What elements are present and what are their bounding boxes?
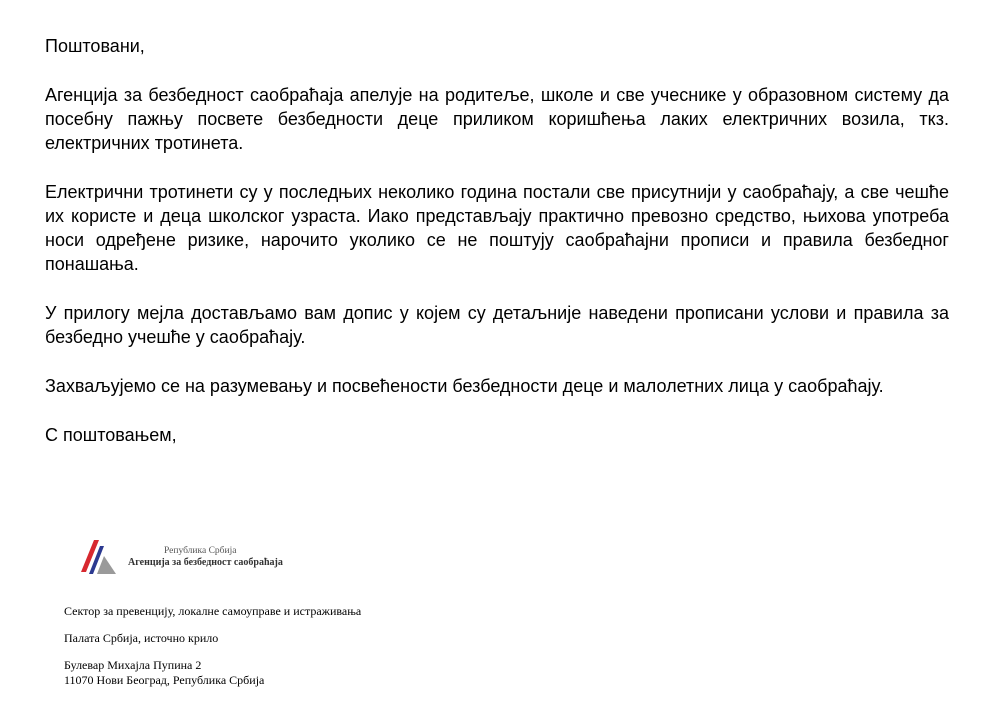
logo-country: Република Србија (164, 546, 237, 556)
signature-street: Булевар Михајла Пупина 2 (64, 658, 202, 672)
paragraph-appeal: Агенција за безбедност саобраћаја апелује на родитеље, школе и све учеснике у образовном систему да посебну пажњу посвете безбедности деце приликом коришћења лаких електричних возила, ткз. електричних тротинета. (45, 85, 949, 153)
closing: С поштовањем, (45, 425, 177, 445)
paragraph-thanks: Захваљујемо се на разумевању и посвећености безбедности деце и малолетних лица у саобраћају. (45, 376, 884, 396)
agency-logo-mark-icon (78, 534, 122, 578)
signature-building: Палата Србија, источно крило (64, 631, 219, 645)
greeting: Поштовани, (45, 36, 145, 56)
signature-department: Сектор за превенцију, локалне самоуправе и истраживања (64, 604, 362, 618)
agency-logo (78, 534, 378, 582)
signature-city: 11070 Нови Београд, Република Србија (64, 673, 265, 687)
agency-logo-text (128, 545, 283, 569)
letter-body (45, 34, 949, 472)
logo-agency-name: Агенција за безбедност саобраћаја (128, 557, 283, 568)
paragraph-attachment: У прилогу мејла достављамо вам допис у којем су детаљније наведени прописани услови и правила за безбедно учешће у саобраћају. (45, 303, 949, 347)
paragraph-scooters: Електрични тротинети су у последњих неколико година постали све присутнији у саобраћају, а све чешће их користе и деца школског узраста. Иако представљају практично превозно средство, њихова употреба носи одређене ризике, нарочито уколико се не поштују саобраћајни прописи и правила безбедног понашања. (45, 182, 949, 274)
